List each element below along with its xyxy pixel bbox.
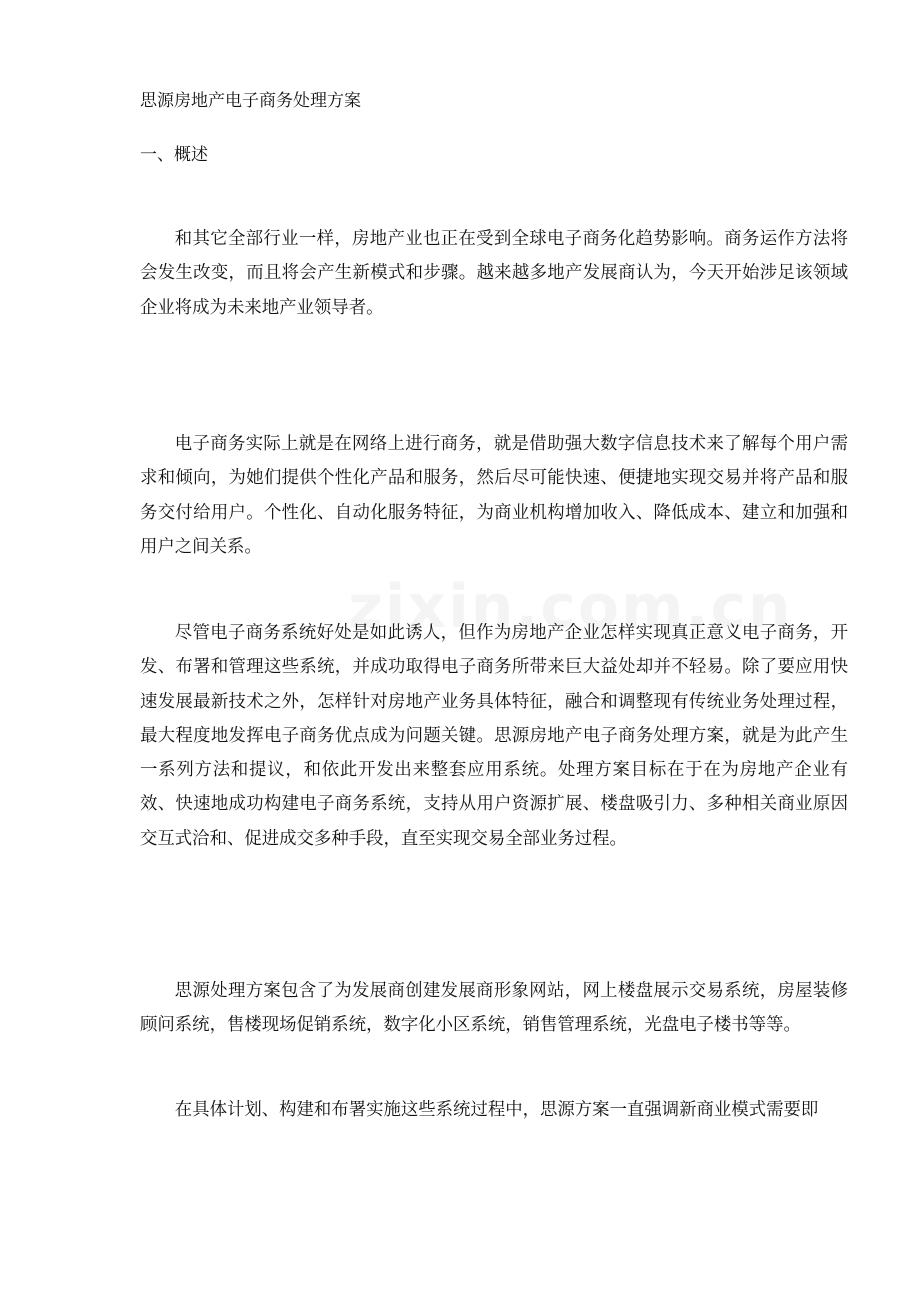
paragraph: 在具体计划、构建和布署实施这些系统过程中，思源方案一直强调新商业模式需要即 bbox=[174, 1100, 819, 1120]
paragraph: 尽管电子商务系统好处是如此诱人，但作为房地产企业怎样实现真正意义电子商务，开发、布署和管理这些系统，并成功取得电子商务所带来巨大益处却并不轻易。除了要应用快速发展最新技术之外，怎样针对房地产业务具体特征，融合和调整现有传统业务处理过程，最大程度地发挥电子商务优点成为问题关键。思源房地产电子商务处理方案，就是为此产生一系列方法和提议，和依此开发出来整套应用系统。处理方案目标在于在为房地产企业有效、快速地成功构建电子商务系统，支持从用户资源扩展、楼盘吸引力、多种相关商业原因交互式洽和、促进成交多种手段，直至实现交易全部业务过程。 bbox=[140, 623, 848, 849]
paragraph: 思源处理方案包含了为发展商创建发展商形象网站，网上楼盘展示交易系统，房屋装修顾问系统，售楼现场促销系统，数字化小区系统，销售管理系统，光盘电子楼书等等。 bbox=[140, 981, 848, 1036]
document-title: 思源房地产电子商务处理方案 bbox=[140, 91, 361, 111]
paragraph: 和其它全部行业一样，房地产业也正在受到全球电子商务化趋势影响。商务运作方法将会发生改变，而且将会产生新模式和步骤。越来越多地产发展商认为，今天开始涉足该领域企业将成为未来地产业领导者。 bbox=[140, 229, 848, 318]
section-heading: 一、概述 bbox=[140, 145, 208, 165]
paragraph: 电子商务实际上就是在网络上进行商务，就是借助强大数字信息技术来了解每个用户需求和倾向，为她们提供个性化产品和服务，然后尽可能快速、便捷地实现交易并将产品和服务交付给用户。个性化、自动化服务特征，为商业机构增加收入、降低成本、建立和加强和用户之间关系。 bbox=[140, 434, 848, 557]
